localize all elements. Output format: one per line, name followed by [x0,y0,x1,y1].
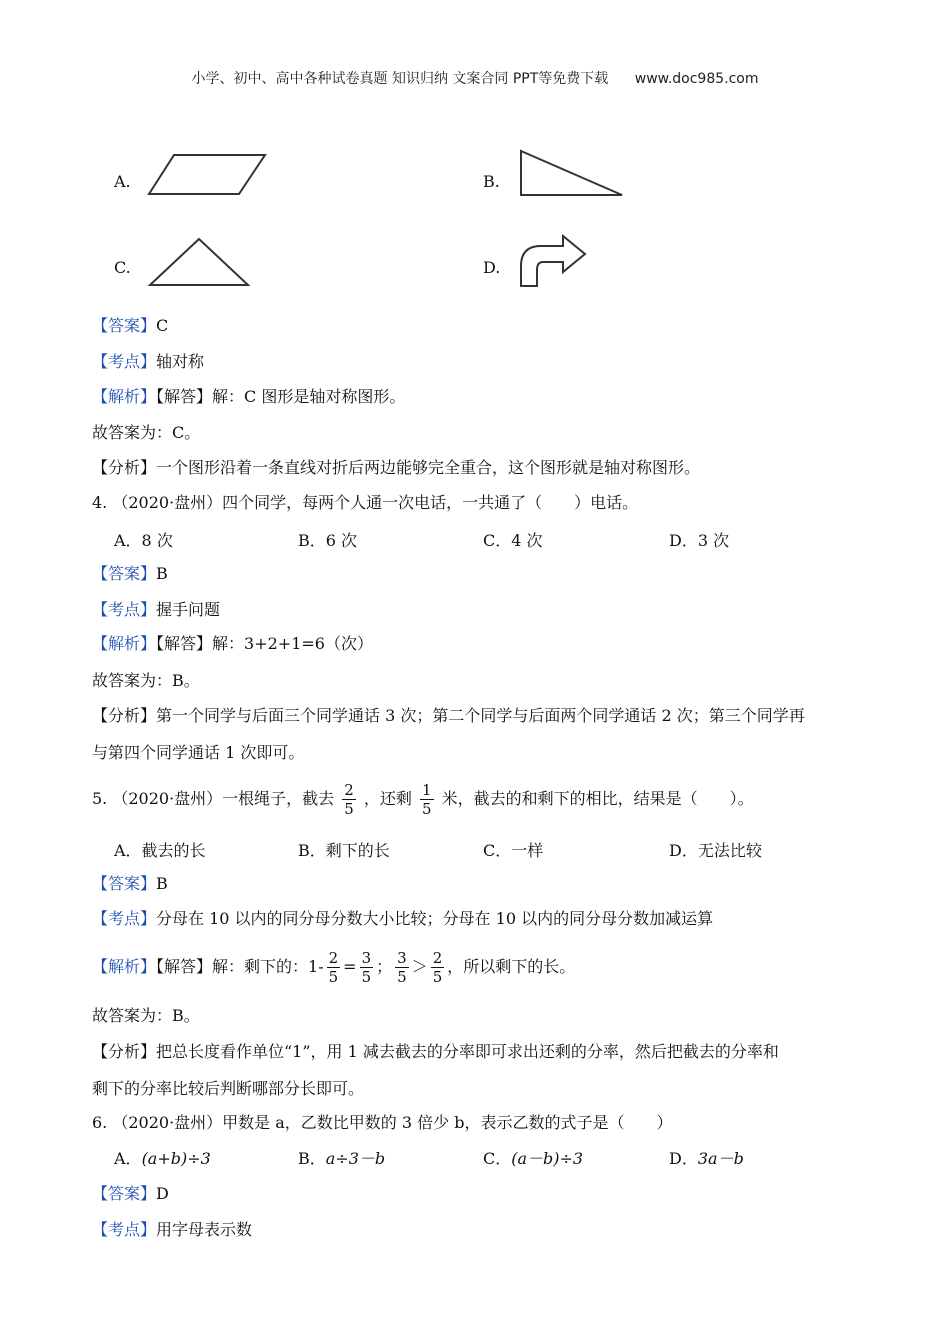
q5-explain-1: 【分析】把总长度看作单位“1”，用 1 减去截去的分率即可求出还剩的分率，然后把截去的分率和 [92,1042,779,1061]
q4-option-a[interactable]: A．8 次 [114,531,173,550]
q5-stem-part: 米，截去的和剩下的相比，结果是（ ）。 [441,789,754,808]
point-tag: 【考点】 [92,600,157,619]
fraction-denominator: 5 [361,968,372,986]
q5-stem-part: ，还剩 [363,789,412,808]
q3-analysis [92,386,405,408]
analysis-value: ，所以剩下的长。 [447,957,576,976]
answer-value: B [156,564,168,583]
q5-analysis [92,946,575,988]
fraction-denominator: 5 [422,800,432,818]
point-tag: 【考点】 [92,1220,157,1239]
q6-point [92,1219,252,1241]
fraction-denominator: 5 [344,800,354,818]
fraction-numerator: 2 [328,949,339,967]
q4-option-b[interactable]: B．6 次 [298,531,358,550]
separator: ； [376,957,393,976]
bent-arrow-icon [519,232,589,288]
option-expr: (a－b)÷3 [511,1149,584,1168]
fraction [395,950,409,985]
analysis-tag: 【解析】 [92,634,157,653]
option-expr: 3a－b [697,1149,744,1168]
fraction-numerator: 3 [397,949,407,967]
q4-point [92,599,220,621]
fraction-denominator: 5 [397,968,407,986]
q3-answer [92,315,168,337]
q3-option-a-label: A. [114,172,131,191]
option-expr: (a+b)÷3 [141,1149,211,1168]
q3-option-b-label: B. [483,172,500,191]
analysis-value: 【解答】解：C 图形是轴对称图形。 [156,387,406,406]
equals-sign: = [343,957,357,976]
point-value: 分母在 10 以内的同分母分数大小比较；分母在 10 以内的同分母分数加减运算 [156,909,714,928]
fraction [327,950,341,985]
analysis-tag: 【解析】 [92,957,157,976]
q4-explain-1: 【分析】第一个同学与后面三个同学通话 3 次；第二个同学与后面两个同学通话 2 次；第三个同学再 [92,706,805,725]
q6-stem: 6. （2020·盘州）甲数是 a，乙数比甲数的 3 倍少 b，表示乙数的式子是（ ） [92,1113,673,1132]
page-header [0,68,950,88]
q5-conclusion: 故答案为：B。 [92,1006,200,1025]
q5-stem [92,778,754,820]
q5-option-b[interactable]: B．剩下的长 [298,841,390,860]
fraction [420,782,434,817]
greater-than-sign: ＞ [411,957,428,976]
fraction-denominator: 5 [328,968,339,986]
q4-stem: 4. （2020·盘州）四个同学，每两个人通一次电话，一共通了（ ）电话。 [92,493,639,512]
fraction-denominator: 5 [432,968,443,986]
header-url[interactable]: www.doc985.com [634,71,759,87]
right-triangle-icon [519,149,625,197]
q3-option-c-label: C. [114,258,131,277]
analysis-value: 【解答】解：3+2+1=6（次） [156,634,373,653]
answer-value: B [156,874,168,893]
q5-point [92,908,713,930]
q4-explain-2: 与第四个同学通话 1 次即可。 [92,743,305,762]
q3-explain: 【分析】一个图形沿着一条直线对折后两边能够完全重合，这个图形就是轴对称图形。 [92,458,701,477]
header-text: 小学、初中、高中各种试卷真题 知识归纳 文案合同 PPT等免费下载 [191,71,609,87]
answer-tag: 【答案】 [92,1184,157,1203]
q6-option-c[interactable] [483,1146,583,1169]
analysis-value: 【解答】解：剩下的：1- [156,957,324,976]
q4-option-d[interactable]: D．3 次 [669,531,730,550]
fraction-numerator: 3 [361,949,372,967]
q5-explain-2: 剩下的分率比较后判断哪部分长即可。 [92,1079,365,1098]
answer-value: D [156,1184,169,1203]
point-value: 用字母表示数 [156,1220,253,1239]
answer-value: C [156,316,169,335]
q3-point [92,351,204,373]
answer-tag: 【答案】 [92,874,157,893]
q3-conclusion: 故答案为：C。 [92,423,201,442]
fraction-numerator: 2 [344,781,354,799]
fraction [431,950,445,985]
fraction-numerator: 2 [432,949,443,967]
point-value: 握手问题 [156,600,221,619]
option-label: C． [483,1149,512,1168]
fraction [360,950,374,985]
isosceles-triangle-icon [149,237,251,287]
q5-answer [92,873,168,895]
parallelogram-icon [148,154,268,196]
q3-option-d-label: D. [483,258,501,277]
q6-option-b[interactable] [298,1146,385,1169]
point-tag: 【考点】 [92,909,157,928]
q5-option-d[interactable]: D．无法比较 [669,841,762,860]
q6-answer [92,1183,169,1205]
q5-stem-part: 5. （2020·盘州）一根绳子，截去 [92,789,335,808]
point-value: 轴对称 [156,352,205,371]
q5-option-a[interactable]: A．截去的长 [114,841,206,860]
q4-conclusion: 故答案为：B。 [92,671,200,690]
q4-answer [92,563,168,585]
analysis-tag: 【解析】 [92,387,157,406]
q4-analysis [92,633,373,655]
fraction-numerator: 1 [422,781,432,799]
point-tag: 【考点】 [92,352,157,371]
q5-option-c[interactable]: C．一样 [483,841,544,860]
option-label: A． [114,1149,142,1168]
q6-option-a[interactable] [114,1146,211,1169]
q4-option-c[interactable]: C．4 次 [483,531,543,550]
fraction [342,782,356,817]
answer-tag: 【答案】 [92,316,157,335]
option-expr: a÷3－b [325,1149,386,1168]
option-label: B． [298,1149,326,1168]
answer-tag: 【答案】 [92,564,157,583]
option-label: D． [669,1149,698,1168]
q6-option-d[interactable] [669,1146,744,1169]
